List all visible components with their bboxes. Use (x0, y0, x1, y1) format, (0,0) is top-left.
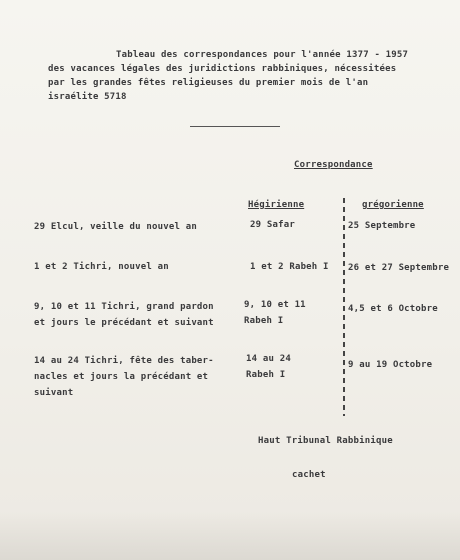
heading-line-1: Tableau des correspondances pour l'année 1377 - 1957 (116, 50, 409, 60)
row-3-hegirienne-line-1: 9, 10 et 11 (244, 300, 306, 310)
heading-line-3: par les grandes fêtes religieuses du premier mois de l'an (48, 78, 369, 88)
column-header-gregorienne: grégorienne (362, 200, 424, 210)
row-1-gregorienne: 25 Septembre (348, 221, 416, 231)
signature-cachet: cachet (292, 470, 326, 480)
row-4-fete-line-2: nacles et jours la précédant et (34, 372, 209, 382)
row-4-hegirienne-line-1: 14 au 24 (246, 354, 291, 364)
row-4-fete-line-3: suivant (34, 388, 74, 398)
heading-line-2: des vacances légales des juridictions rabbiniques, nécessitées (48, 64, 397, 74)
row-3-fete-line-1: 9, 10 et 11 Tichri, grand pardon (34, 302, 214, 312)
correspondance-title: Correspondance (294, 160, 373, 170)
row-3-hegirienne-line-2: Rabeh I (244, 316, 284, 326)
separator-rule (190, 126, 280, 127)
row-4-hegirienne-line-2: Rabeh I (246, 370, 286, 380)
row-4-gregorienne: 9 au 19 Octobre (348, 360, 433, 370)
row-4-fete-line-1: 14 au 24 Tichri, fête des taber- (34, 356, 214, 366)
column-header-hegirienne: Hégirienne (248, 200, 305, 210)
column-divider (343, 198, 345, 416)
row-2-fete: 1 et 2 Tichri, nouvel an (34, 262, 169, 272)
heading-line-4: israélite 5718 (48, 92, 127, 102)
row-2-hegirienne: 1 et 2 Rabeh I (250, 262, 329, 272)
signature-institution: Haut Tribunal Rabbinique (258, 436, 393, 446)
row-1-hegirienne: 29 Safar (250, 220, 295, 230)
row-1-fete: 29 Elcul, veille du nouvel an (34, 222, 197, 232)
page-bottom-shadow (0, 512, 460, 560)
row-3-gregorienne: 4,5 et 6 Octobre (348, 304, 438, 314)
row-2-gregorienne: 26 et 27 Septembre (348, 263, 450, 273)
row-3-fete-line-2: et jours le précédant et suivant (34, 318, 214, 328)
